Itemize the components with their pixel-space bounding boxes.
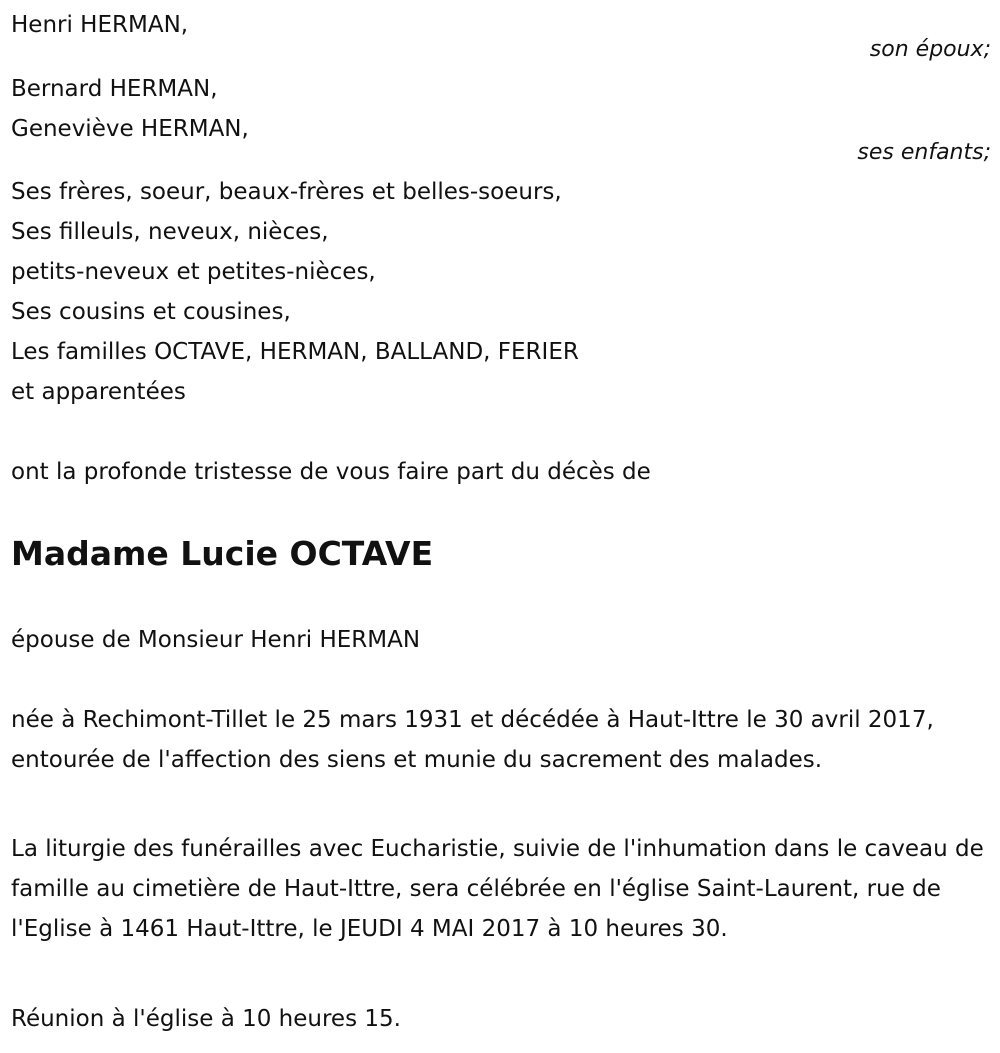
child-name-1: Bernard HERMAN, bbox=[11, 76, 218, 102]
family-line-3: petits-neveux et petites-nièces, bbox=[11, 259, 376, 285]
deceased-spouse-line: épouse de Monsieur Henri HERMAN bbox=[11, 627, 421, 653]
family-line-5: Les familles OCTAVE, HERMAN, BALLAND, FERIER bbox=[11, 339, 579, 365]
family-line-1: Ses frères, soeur, beaux-frères et belles-soeurs, bbox=[11, 179, 562, 205]
children-role: ses enfants; bbox=[857, 140, 991, 165]
announcement-text: ont la profonde tristesse de vous faire part du décès de bbox=[11, 459, 651, 485]
deceased-name: Madame Lucie OCTAVE bbox=[11, 534, 434, 573]
family-line-6: et apparentées bbox=[11, 379, 186, 405]
funeral-paragraph: La liturgie des funérailles avec Eucharistie, suivie de l'inhumation dans le caveau de famille au cimetière de Haut-Ittre, sera célébrée en l'église Saint-Laurent, rue de l'Eglise à 1461 Haut-Ittre, le JEUDI 4 MAI 2017 à 10 heures 30. bbox=[11, 836, 984, 942]
spouse-name: Henri HERMAN, bbox=[11, 12, 189, 38]
family-line-2: Ses filleuls, neveux, nièces, bbox=[11, 219, 329, 245]
birth-death-paragraph: née à Rechimont-Tillet le 25 mars 1931 et décédée à Haut-Ittre le 30 avril 2017, entourée de l'affection des siens et munie du sacrement des malades. bbox=[11, 707, 934, 773]
family-line-4: Ses cousins et cousines, bbox=[11, 299, 291, 325]
obituary-notice bbox=[11, 0, 991, 1053]
spouse-role: son époux; bbox=[869, 37, 991, 62]
meeting-paragraph: Réunion à l'église à 10 heures 15. bbox=[11, 1006, 401, 1032]
child-name-2: Geneviève HERMAN, bbox=[11, 116, 249, 142]
